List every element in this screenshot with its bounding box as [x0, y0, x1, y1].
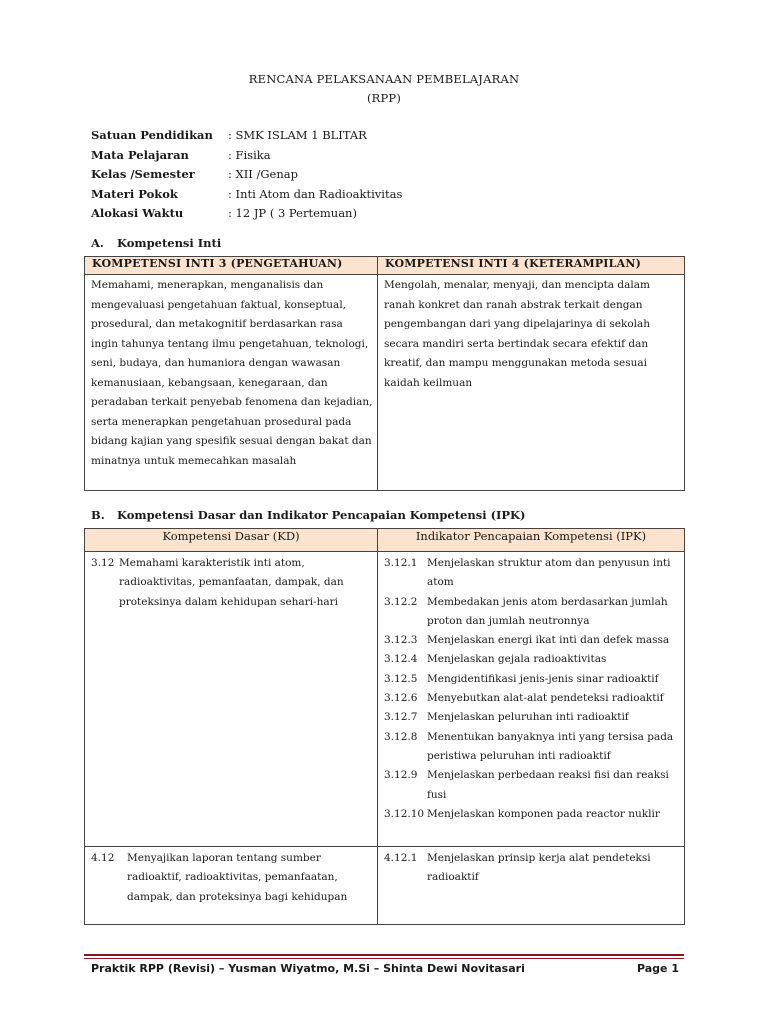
kd-cell [85, 847, 378, 925]
kd-text: Memahami karakteristik inti atom, radioaktivitas, pemanfaatan, dampak, dan proteksinya dalam kehidupan sehari-hari [119, 557, 344, 608]
footer-divider [84, 954, 684, 959]
kd-text: Menyajikan laporan tentang sumber radioaktif, radioaktivitas, pemanfaatan, dampak, dan proteksinya bagi kehidupan [127, 852, 348, 903]
ipk-header: Indikator Pencapaian Kompetensi (IPK) [378, 529, 685, 552]
ipk-cell [378, 552, 685, 847]
ipk-number: 3.12.7 [384, 711, 418, 724]
ipk-text: Menjelaskan peluruhan inti radioaktif [427, 711, 629, 724]
meta-key: Alokasi Waktu [91, 206, 184, 220]
section-b-heading [91, 508, 526, 522]
ipk-text: Menjelaskan energi ikat inti dan defek massa [427, 634, 670, 647]
document-title: RENCANA PELAKSANAAN PEMBELAJARAN [248, 72, 520, 86]
kompetensi-inti-table [84, 256, 685, 491]
meta-key: Materi Pokok [91, 186, 178, 201]
footer-credit: Praktik RPP (Revisi) – Yusman Wiyatmo, M.Si – Shinta Dewi Novitasari [91, 962, 525, 975]
kd-header: Kompetensi Dasar (KD) [85, 529, 378, 552]
ipk-item [384, 805, 680, 824]
meta-key: Mata Pelajaran [91, 147, 189, 162]
ipk-item [384, 689, 680, 708]
meta-value: : SMK ISLAM 1 BLITAR [228, 128, 367, 142]
ipk-item [384, 650, 680, 669]
meta-key: Kelas /Semester [91, 167, 195, 181]
kd-cell [85, 552, 378, 847]
ipk-item [384, 728, 680, 767]
ipk-number: 3.12.3 [384, 634, 418, 647]
kd-number: 4.12 [91, 852, 115, 864]
ipk-item [384, 849, 680, 888]
ipk-text: Membedakan jenis atom berdasarkan jumlah proton dan jumlah neutronnya [427, 595, 668, 627]
page-number: Page 1 [636, 962, 679, 975]
ipk-item [384, 631, 680, 650]
meta-value: : Fisika [228, 147, 271, 162]
ipk-text: Menjelaskan perbedaan reaksi fisi dan reaksi fusi [427, 769, 669, 801]
ipk-number: 3.12.9 [384, 769, 418, 782]
ipk-number: 3.12.1 [384, 557, 418, 569]
ipk-number: 3.12.2 [384, 595, 418, 608]
meta-value: : 12 JP ( 3 Pertemuan) [228, 206, 357, 220]
ipk-number: 3.12.8 [384, 730, 418, 743]
ipk-text: Menyebutkan alat-alat pendeteksi radioaktif [427, 692, 664, 705]
section-title: Kompetensi Dasar dan Indikator Pencapaian Kompetensi (IPK) [117, 508, 526, 522]
section-a-heading [91, 236, 221, 250]
ipk-text: Mengidentifikasi jenis-jenis sinar radioaktif [427, 672, 659, 685]
section-letter: A. [91, 236, 104, 250]
meta-value: : Inti Atom dan Radioaktivitas [228, 186, 403, 201]
ipk-item [384, 554, 680, 593]
ipk-text: Menentukan banyaknya inti yang tersisa pada peristiwa peluruhan inti radioaktif [427, 730, 674, 762]
ipk-item [384, 766, 680, 805]
ki4-header: KOMPETENSI INTI 4 (KETERAMPILAN) [378, 257, 685, 275]
ipk-item [384, 708, 680, 727]
kd-ipk-table [84, 528, 685, 925]
ipk-number: 3.12.6 [384, 692, 418, 705]
section-title: Kompetensi Inti [117, 236, 222, 250]
ipk-number: 3.12.5 [384, 672, 418, 685]
ki3-text: Memahami, menerapkan, menganalisis dan mengevaluasi pengetahuan faktual, konseptual, prosedural, dan metakognitif berdasarkan rasa ingin tahunya tentang ilmu pengetahuan, teknologi, seni, budaya, dan humaniora dengan wawasan kemanusiaan, kebangsaan, kenegaraan, dan peradaban terkait penyebab fenomena dan kejadian, serta menerapkan pengetahuan prosedural pada bidang kajian yang spesifik sesuai dengan bakat dan minatnya untuk memecahkan masalah [85, 275, 378, 491]
meta-key: Satuan Pendidikan [91, 128, 213, 142]
ki3-header: KOMPETENSI INTI 3 (PENGETAHUAN) [85, 257, 378, 275]
meta-value: : XII /Genap [228, 167, 298, 181]
ipk-number: 4.12.1 [384, 852, 418, 864]
ipk-text: Menjelaskan gejala radioaktivitas [427, 653, 607, 666]
ipk-cell [378, 847, 685, 925]
ki4-text: Mengolah, menalar, menyaji, dan mencipta dalam ranah konkret dan ranah abstrak terkait dengan pengembangan dari yang dipelajarinya di sekolah secara mandiri serta bertindak secara efektif dan kreatif, dan mampu menggunakan metoda sesuai kaidah keilmuan [378, 275, 685, 491]
ipk-text: Menjelaskan komponen pada reactor nuklir [427, 807, 660, 820]
ipk-text: Menjelaskan struktur atom dan penyusun inti atom [427, 557, 671, 589]
ipk-item [384, 670, 680, 689]
document-subtitle: (RPP) [366, 91, 402, 105]
ipk-number: 3.12.4 [384, 653, 418, 666]
ipk-number: 3.12.10 [384, 807, 425, 820]
section-letter: B. [91, 508, 105, 522]
ipk-text: Menjelaskan prinsip kerja alat pendeteksi radioaktif [427, 852, 651, 884]
kd-number: 3.12 [91, 557, 115, 569]
ipk-item [384, 593, 680, 632]
